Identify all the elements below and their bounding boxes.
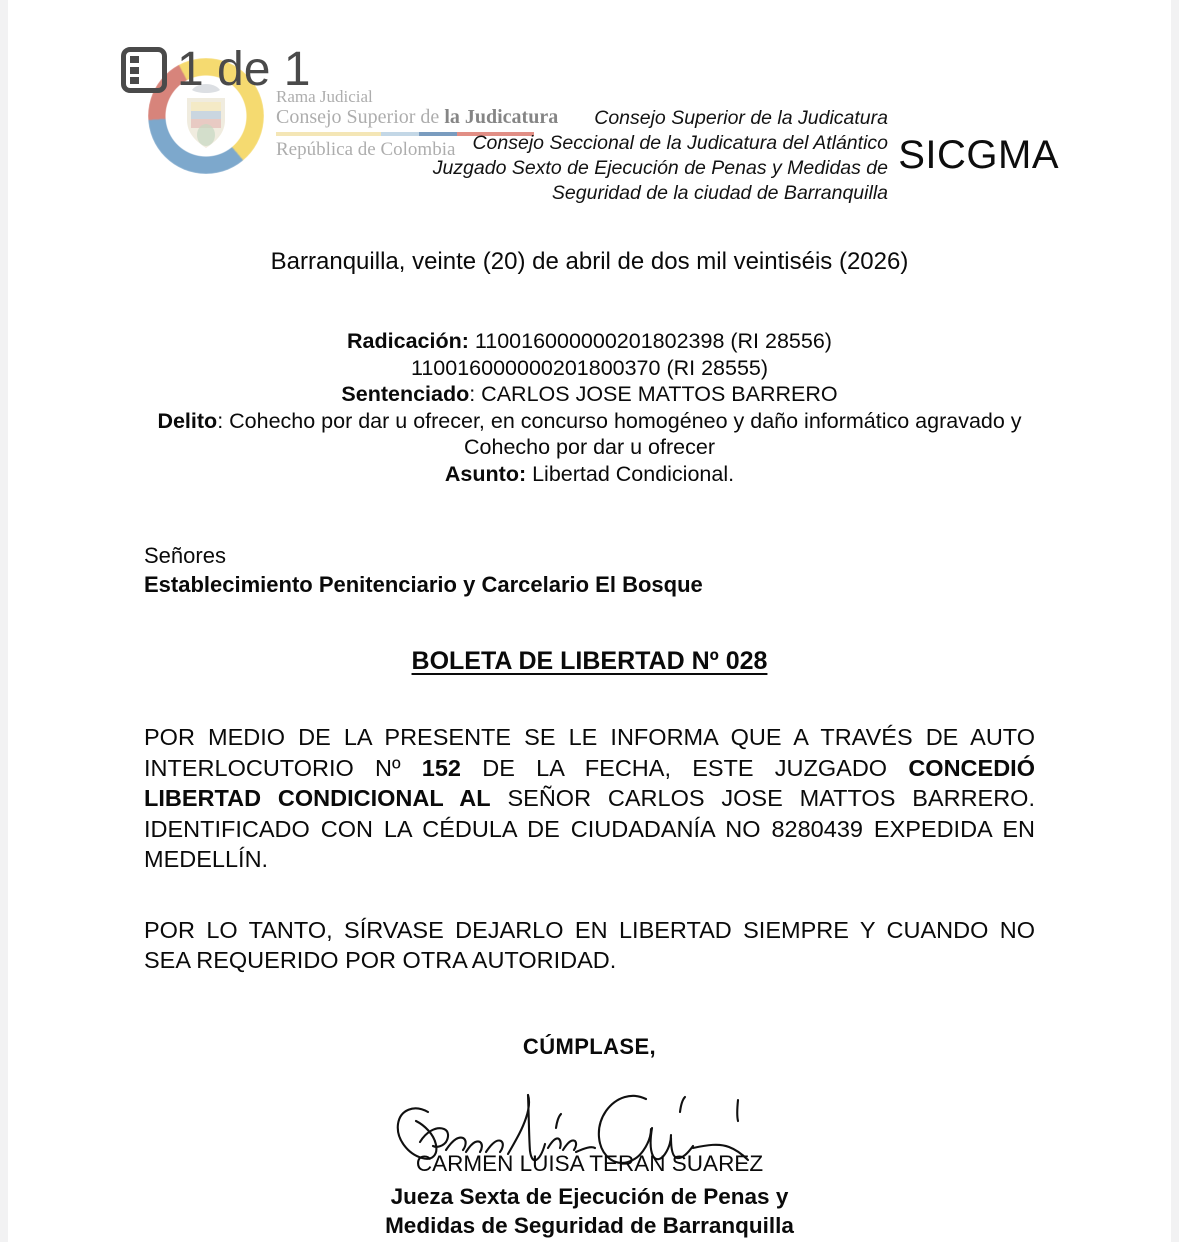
addressee-greeting: Señores	[144, 543, 226, 568]
page-indicator-label: 1 de 1	[177, 43, 311, 96]
date-line: Barranquilla, veinte (20) de abril de dos mil veintiséis (2026)	[270, 248, 909, 275]
wordmark-rama-judicial: Rama Judicial	[276, 87, 373, 106]
signer-role-line-2: Medidas de Seguridad de Barranquilla	[385, 1212, 794, 1238]
radicacion-line-2: 110016000000201800370 (RI 28555)	[410, 355, 769, 380]
paragraph-1-part-3: SEÑOR CARLOS JOSE MATTOS BARRERO. IDENTIFICADO CON LA CÉDULA DE CIUDADANÍA NO 8280439 EXPEDIDA EN MEDELLÍN.	[144, 785, 1035, 872]
delito-value: : Cohecho por dar u ofrecer, en concurso homogéneo y daño informático agravado y	[217, 408, 1022, 433]
body-paragraph-2: POR LO TANTO, SÍRVASE DEJARLO EN LIBERTAD SIEMPRE Y CUANDO NO SEA REQUERIDO POR OTRA AUTORIDAD.	[144, 916, 1035, 973]
page-title: BOLETA DE LIBERTAD Nº 028	[411, 647, 768, 675]
delito-label: Delito	[157, 408, 218, 433]
document-page	[8, 0, 1171, 1242]
closing-block	[144, 1034, 1035, 1242]
case-details	[144, 328, 1035, 487]
sentenciado-line	[144, 381, 1035, 408]
system-name: SICGMA	[898, 133, 1059, 177]
addressee-entity: Establecimiento Penitenciario y Carcelario El Bosque	[144, 572, 703, 597]
paragraph-1-part-1: POR MEDIO DE LA PRESENTE SE LE INFORMA QUE A TRAVÉS DE AUTO INTERLOCUTORIO Nº	[144, 724, 1035, 781]
auto-number: 152	[421, 754, 462, 781]
court-line-3: Juzgado Sexto de Ejecución de Penas y Medidas de	[432, 157, 888, 179]
signer-name: CARMEN LUISA TERAN SUAREZ	[415, 1150, 764, 1176]
paragraph-1-emphasis: CONCEDIÓ LIBERTAD CONDICIONAL AL	[144, 754, 1035, 811]
document-pages-icon	[121, 47, 167, 93]
court-line-2: Consejo Seccional de la Judicatura del Atlántico	[472, 132, 888, 154]
signer-role	[144, 1182, 1035, 1240]
asunto-label: Asunto:	[444, 461, 527, 486]
signer-role-line-1: Jueza Sexta de Ejecución de Penas y	[390, 1183, 789, 1209]
court-line-1: Consejo Superior de la Judicatura	[594, 107, 888, 129]
sentenciado-value: : CARLOS JOSE MATTOS BARRERO	[469, 382, 838, 406]
court-identification	[308, 106, 888, 206]
court-line-4: Seguridad de la ciudad de Barranquilla	[551, 182, 888, 204]
sentenciado-label: Sentenciado	[341, 382, 470, 406]
radicacion-value-1: 110016000000201802398 (RI 28556)	[474, 329, 832, 353]
asunto-value: Libertad Condicional.	[526, 461, 735, 486]
delito-line-2: Cohecho por dar u ofrecer	[464, 435, 715, 459]
delito-line	[144, 408, 1035, 435]
radicacion-label: Radicación:	[347, 329, 469, 353]
letterhead	[8, 0, 1171, 210]
wordmark-republica: República de Colombia	[276, 139, 456, 160]
asunto-line	[144, 461, 1035, 488]
document-body	[8, 248, 1171, 1242]
radicacion-line-1	[144, 328, 1035, 355]
page-indicator	[121, 43, 311, 96]
addressee-block	[144, 541, 1035, 599]
body-paragraph-1	[144, 722, 1035, 875]
wordmark-la-judicatura: la Judicatura	[444, 106, 559, 128]
wordmark-consejo-superior-regular: Consejo Superior de	[276, 106, 445, 128]
cumplase-label: CÚMPLASE,	[522, 1033, 657, 1059]
paragraph-1-part-2: DE LA FECHA, ESTE JUZGADO	[461, 754, 909, 781]
